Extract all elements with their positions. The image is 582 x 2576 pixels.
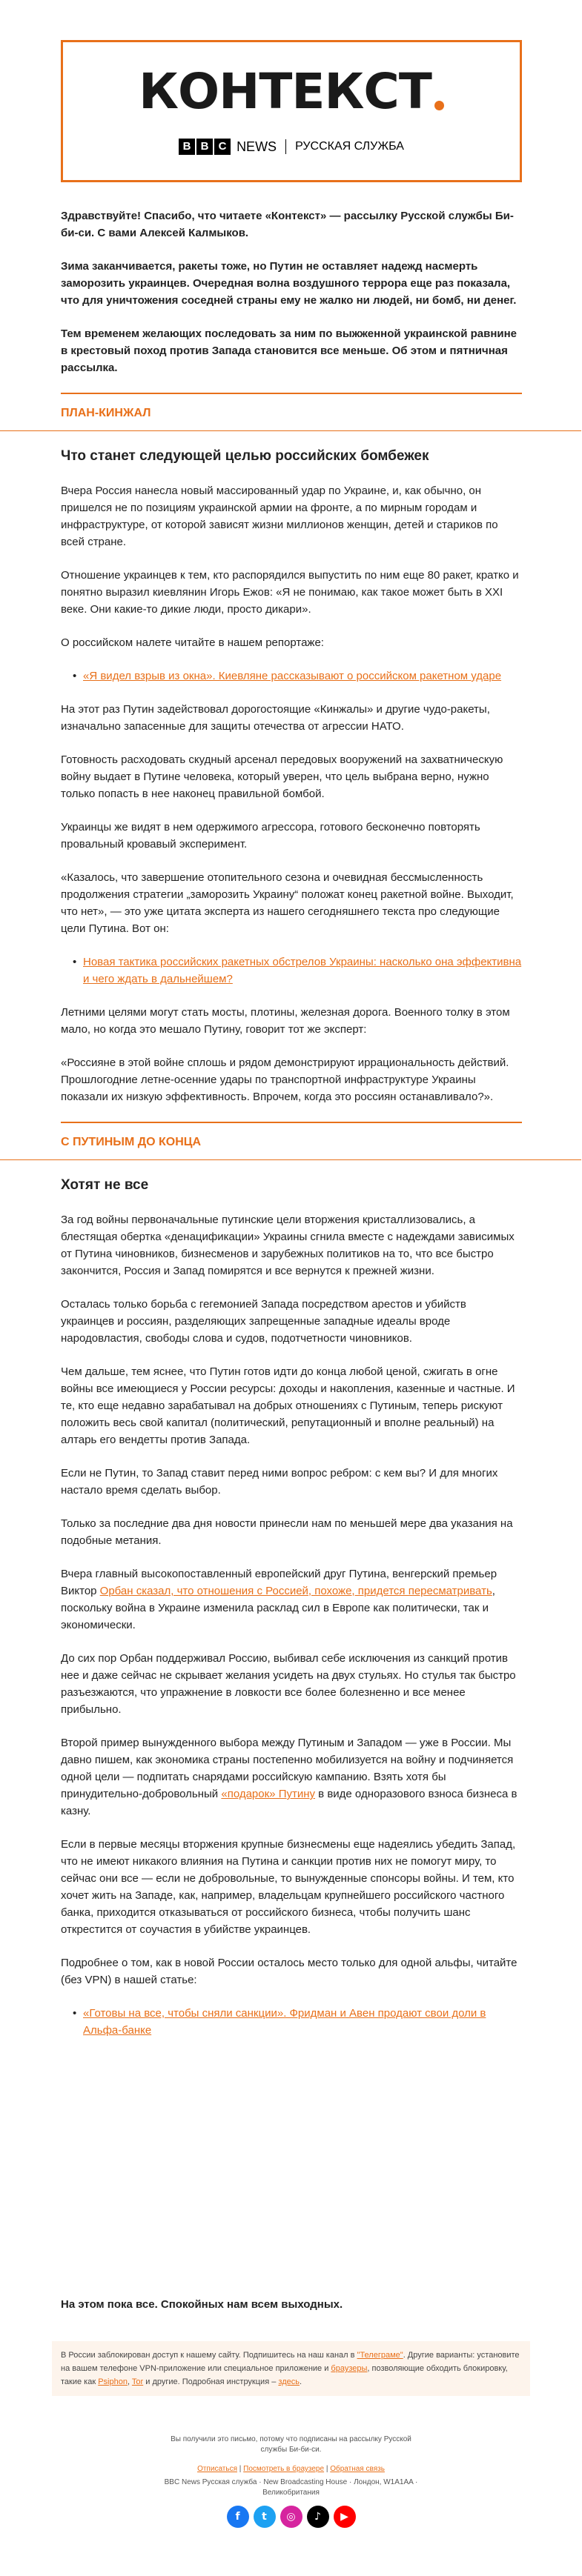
facebook-icon[interactable]: f — [227, 2506, 249, 2528]
footer-sep: | — [325, 2465, 328, 2473]
twitter-icon[interactable]: t — [254, 2506, 276, 2528]
section-label-rule — [0, 1159, 581, 1160]
view-in-browser-link[interactable]: Посмотреть в браузере — [243, 2465, 325, 2473]
bbc-block-b2: B — [196, 139, 213, 155]
s1-link-item-2 — [83, 953, 522, 988]
s1-paragraph: Украинцы же видят в нем одержимого агрессора, готового бесконечно повторять провальный кровавый эксперимент. — [61, 821, 480, 851]
notice-text: . — [299, 2377, 302, 2386]
orban-link[interactable]: Орбан сказал, что отношения с Россией, похоже, придется пересматривать — [99, 1585, 492, 1597]
s2-paragraph-orban — [61, 1565, 522, 1634]
tor-link[interactable]: Tor — [131, 2377, 144, 2386]
social-links — [0, 2506, 582, 2528]
logo-dot — [434, 101, 444, 110]
footer — [0, 2434, 582, 2528]
s2-paragraph: Если не Путин, то Запад ставит перед ними вопрос ребром: с кем вы? И для многих настало время сделать выбор. — [61, 1467, 498, 1497]
section-divider — [61, 1122, 522, 1123]
telegram-link[interactable]: "Телеграме" — [357, 2351, 403, 2360]
postal-address: BBC News Русская служба · New Broadcasting House · Лондон, W1A1AA · — [164, 2478, 418, 2486]
section-label-plan-kinzhal: ПЛАН-КИНЖАЛ — [61, 407, 151, 419]
logo-text: КОНТЕКСТ — [139, 63, 431, 120]
orban-text-a: Вчера главный высокопоставленный европейский друг Путина, венгерский премьер Виктор — [61, 1568, 497, 1597]
s2-paragraph: До сих пор Орбан поддерживал Россию, выбивал себе исключения из санкций против нее и даже сейчас не скрывает желания усидеть на двух стульях. Но стулья так быстро разъезжаются, что упражнение в ловкости все более болезненно и все менее прибыльно. — [61, 1652, 516, 1716]
bbc-service-name: РУССКАЯ СЛУЖБА — [295, 140, 404, 153]
s2-paragraph-gift — [61, 1734, 522, 1820]
closing-line: На этом пока все. Спокойных нам всем выходных. — [61, 2298, 343, 2311]
notice-text: , позволяющие обходить блокировку, такие как — [61, 2364, 508, 2386]
section-title-1: Что станет следующей целью российских бомбежек — [61, 448, 429, 464]
gift-text-a: Второй пример вынужденного выбора между Путиным и Западом — уже в России. Мы давно пишем, как экономика страны постепенно мобилизуется на войну и подчиняется одной цели — подпитать снарядами российскую кампанию. Взять хотя бы принудительно-добровольный — [61, 1737, 514, 1800]
putin-gift-link[interactable]: «подарок» Путину — [221, 1788, 316, 1800]
missile-tactics-link[interactable]: Новая тактика российских ракетных обстрелов Украины: насколько она эффективна и чего ждать в дальнейшем? — [83, 956, 522, 985]
s1-link-item-1 — [83, 668, 522, 685]
s2-paragraph: Только за последние два дня новости принесли нам по меньшей мере два указания на подобные метания. — [61, 1517, 513, 1547]
intro-greeting: Здравствуйте! Спасибо, что читаете «Контекст» — рассылку Русской службы Би-би-си. С вами Алексей Калмыков. — [61, 210, 514, 239]
notice-text: и другие. Подробная инструкция – — [143, 2377, 279, 2386]
kyiv-report-link[interactable]: «Я видел взрыв из окна». Киевляне рассказывают о российском ракетном ударе — [83, 670, 502, 682]
browsers-link[interactable]: браузеры — [331, 2364, 368, 2373]
s2-paragraph: За год войны первоначальные путинские цели вторжения кристаллизовались, а блестящая обертка «денацификации» Украины сгнила вместе с надеждами зависимых от Путина чиновников, бизнесменов и зарубежных политиков на то, что все быстро закончится, Россия и Запад помирятся и все вернутся к прежней жизни. — [61, 1214, 515, 1277]
unsubscribe-link[interactable]: Отписаться — [197, 2465, 237, 2473]
bbc-news-text: NEWS — [237, 139, 277, 154]
bbc-russian-logo — [63, 139, 520, 155]
s2-paragraph: Осталась только борьба с гегемонией Запада посредством арестов и убийств украинцев и россиян, разделяющих запрещенные западные идеалы вроде народовластия, свободы слова и судов, подотчетности чиновников. — [61, 1298, 466, 1345]
postal-address-country: Великобритания — [262, 2489, 320, 2497]
section-label-rule — [0, 430, 581, 431]
footer-sep: | — [239, 2465, 242, 2473]
s1-paragraph: «Казалось, что завершение отопительного сезона и очевидная бессмысленность продолжения стратегии „заморозить Украину“ положат конец ракетной войне. Выходит, что нет», — это уже цитата эксперта из нашего сегодняшнего текста про следующие цели Путина. Вот он: — [61, 871, 514, 935]
instructions-link[interactable]: здесь — [278, 2377, 300, 2386]
orban-text-b: , поскольку война в Украине изменила расклад сил в Европе как политически, так и экономически. — [61, 1585, 495, 1631]
s2-paragraph: Чем дальше, тем яснее, что Путин готов идти до конца любой ценой, сжигать в огне войны все имеющиеся у России ресурсы: доходы и накопления, казенные и частные. И те, кто еще недавно зарабатывал на добрых отношениях с Путиным, теперь рискуют положить весь свой капитал (политический, репутационный и вполне реальный) на алтарь его вендетты против Запада. — [61, 1365, 515, 1446]
notice-text: , — [127, 2377, 132, 2386]
section-divider — [61, 393, 522, 394]
bbc-block-c: C — [214, 139, 231, 155]
intro-paragraph-1: Зима заканчивается, ракеты тоже, но Путин не оставляет надежд насмерть заморозить украинцев. Очередная волна воздушного террора еще раз показала, что для уничтожения соседней страны ему не жалко ни людей, ни бомб, ни денег. — [61, 260, 517, 307]
gift-text-b: в виде одноразового взноса бизнеса в казну. — [61, 1788, 517, 1817]
bbc-separator — [285, 139, 286, 154]
notice-text: В России заблокирован доступ к нашему сайту. Подпишитесь на наш канал в — [61, 2351, 357, 2360]
section-title-2: Хотят не все — [61, 1177, 149, 1193]
newsletter-body — [61, 207, 522, 2055]
s1-paragraph: На этот раз Путин задействовал дорогостоящие «Кинжалы» и другие чудо-ракеты, изначально запасенные для защиты отечества от агрессии НАТО. — [61, 703, 490, 733]
blocked-access-notice — [52, 2341, 530, 2396]
notice-text: . Другие варианты: установите на вашем телефоне VPN-приложение или специальное приложение и — [61, 2351, 520, 2373]
kontekst-logo — [63, 63, 520, 120]
s2-link-item — [83, 2005, 522, 2039]
s1-paragraph: О российском налете читайте в нашем репортаже: — [61, 636, 324, 649]
s1-paragraph: Вчера Россия нанесла новый массированный удар по Украине, и, как обычно, он пришелся не по позициям украинской армии на фронте, а по мирным городам и инфраструктуре, от которой зависят жизни миллионов женщин, детей и стариков по всей стране. — [61, 485, 498, 548]
bbc-block-b1: B — [179, 139, 195, 155]
s1-paragraph: Отношение украинцев к тем, кто распорядился выпустить по ним еще 80 ракет, кратко и понятно выразил киевлянин Игорь Ежов: «Я не понимаю, как такое может быть в XXI веке. Они какие-то дикие люди, просто дикари». — [61, 569, 519, 616]
feedback-link[interactable]: Обратная связь — [330, 2465, 385, 2473]
subscription-reason-2: службы Би-би-си. — [260, 2446, 322, 2454]
tiktok-icon[interactable]: ♪ — [307, 2506, 329, 2528]
s2-paragraph: Подробнее о том, как в новой России осталось место только для одной альфы, читайте (без VPN) в нашей статье: — [61, 1957, 517, 1986]
subscription-reason: Вы получили это письмо, потому что подписаны на рассылку Русской — [171, 2435, 411, 2443]
s1-paragraph: Готовность расходовать скудный арсенал передовых вооружений на захватническую войну выдает в Путине человека, который уверен, что цель выбрана верно, нужно только попасть в нее наконец правильной бомбой. — [61, 753, 503, 800]
header-logo-box — [61, 40, 522, 182]
psiphon-link[interactable]: Psiphon — [98, 2377, 128, 2386]
intro-paragraph-2: Тем временем желающих последовать за ним по выжженной украинской равнине в крестовый поход против Запада становится все меньше. Об этом и пятничная рассылка. — [61, 327, 517, 374]
s1-paragraph: Летними целями могут стать мосты, плотины, железная дорога. Военного толку в этом мало, но когда это мешало Путину, говорит тот же эксперт: — [61, 1006, 510, 1036]
s2-paragraph: Если в первые месяцы вторжения крупные бизнесмены еще надеялись убедить Запад, что не имеют никакого влияния на Путина и санкции против них не помогут миру, то сейчас они все — если не добровольные, то вынужденные спонсоры войны. И тем, кто хочет жить на Западе, как, например, владельцам крупнейшего российского частного банка, приходится отказываться от российского бизнеса, чтобы получить шанс открестится от соучастия в убийстве украинцев. — [61, 1838, 516, 1936]
youtube-icon[interactable]: ▶ — [334, 2506, 356, 2528]
footer-links — [0, 2464, 582, 2475]
alfa-bank-link[interactable]: «Готовы на все, чтобы сняли санкции». Фридман и Авен продают свои доли в Альфа-банке — [83, 2007, 486, 2037]
instagram-icon[interactable]: ◎ — [280, 2506, 302, 2528]
section-label-with-putin: С ПУТИНЫМ ДО КОНЦА — [61, 1136, 202, 1148]
s1-paragraph: «Россияне в этой войне сплошь и рядом демонстрируют иррациональность действий. Прошлогодние летне-осенние удары по транспортной инфраструктуре Украины показали их низкую эффективность. Впрочем, когда это россиян останавливало?». — [61, 1056, 509, 1103]
